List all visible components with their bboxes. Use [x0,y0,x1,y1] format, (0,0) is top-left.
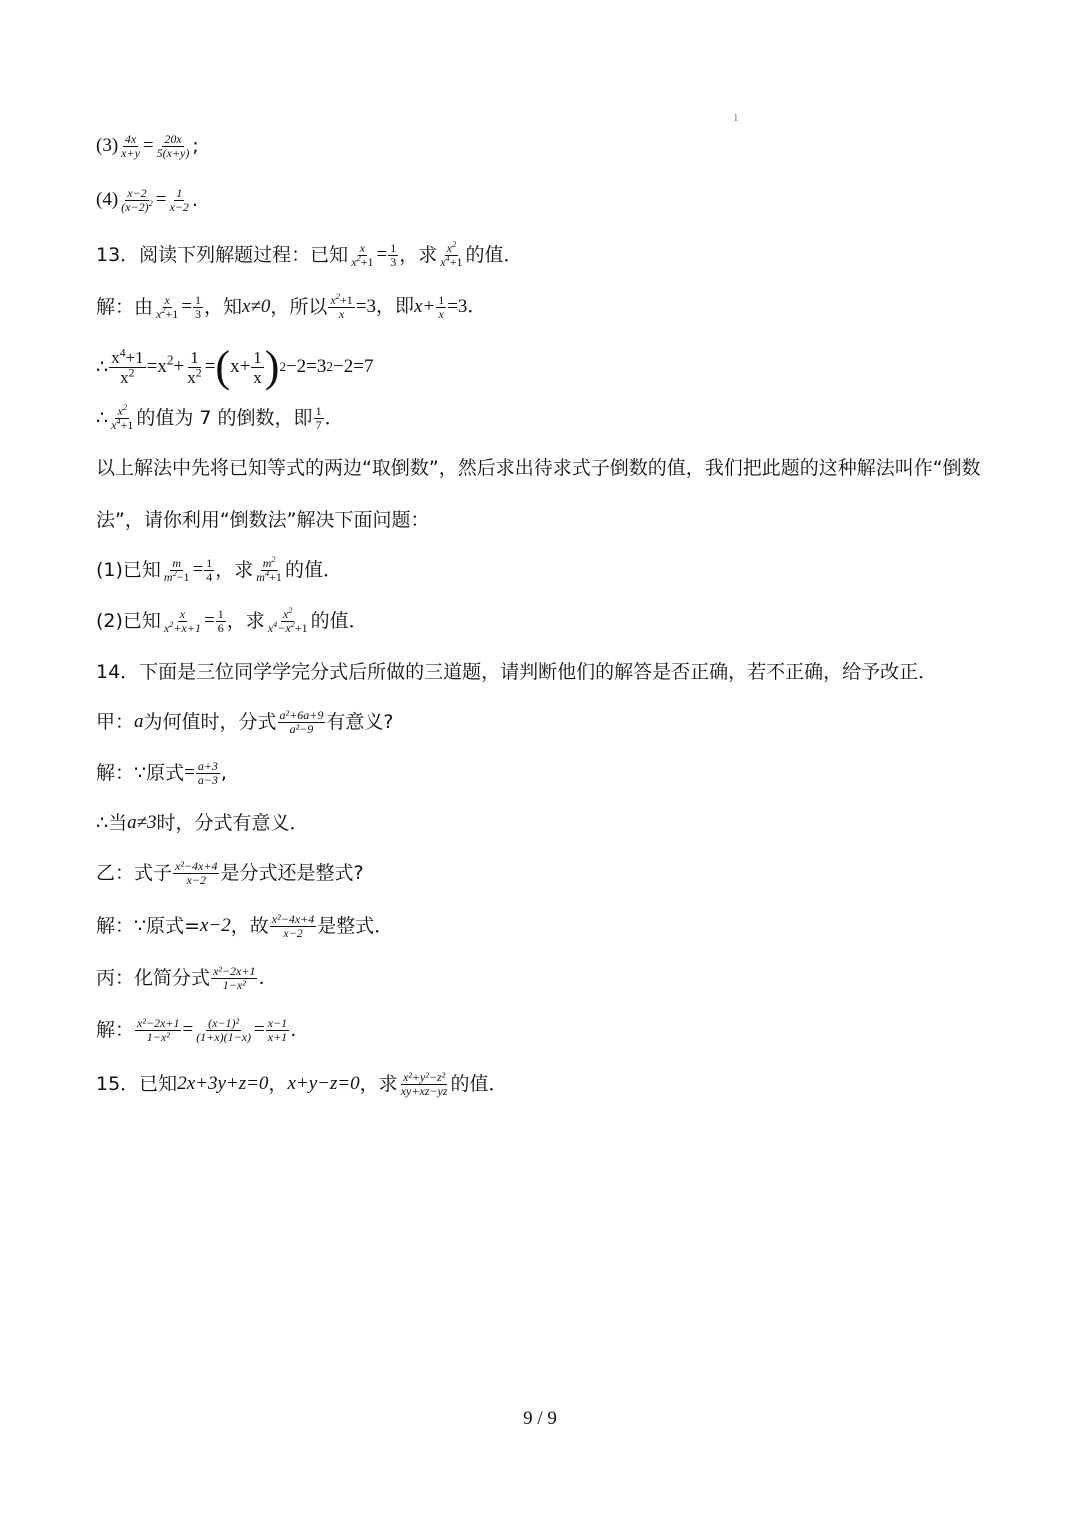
equals-sign: = [204,356,216,377]
denominator-base: x [120,367,129,387]
denominator [119,198,155,214]
equals-sign: = [146,356,158,377]
denominator [162,619,203,635]
question-text: ，求 [215,559,254,581]
exponent: 4 [264,568,270,578]
solution-text: ，故 [230,915,269,937]
numerator: 1 [438,292,445,307]
numerator: 1 [176,185,183,200]
numerator: 1 [390,240,397,255]
denominator: 6 [217,620,224,635]
question-14-jia [96,702,393,742]
equals-sign: = [203,610,215,631]
exponent: 2 [172,568,177,578]
punctuation: ; [192,135,199,157]
question-14-jia-solution [96,753,227,793]
fraction [162,557,192,584]
question-text: 13．阅读下列解题过程：已知 [96,244,349,266]
denominator [266,619,310,635]
denominator-tail: +1 [269,569,282,584]
exponent: 4 [445,253,450,263]
numerator: x²−4x+4 [271,911,315,926]
solution-text: 的值为 7 的倒数，即 [136,407,313,429]
exponent: 2 [166,352,174,368]
denominator [254,568,284,584]
math-expression: x≠0 [242,296,271,317]
solution-text: =3． [447,296,487,317]
fraction [196,760,220,787]
question-text: 为何值时，分式 [143,711,277,733]
therefore-symbol: ∴ [96,407,109,429]
fraction [119,187,155,214]
item-4 [96,180,198,220]
math-expression: −2=3 [285,356,327,377]
denominator [349,253,375,269]
numerator-base: x [117,403,123,418]
denominator [154,305,180,321]
denominator: 7 [315,417,322,432]
punctuation: . [191,189,198,211]
math-expression: x+ [413,296,436,317]
denominator: a−3 [197,772,218,787]
denominator-tail: +1 [360,254,374,269]
exponent: 2 [271,554,276,564]
question-text: 是分式还是整式? [220,862,364,884]
exponent: 2 [161,305,166,315]
denominator-base: x [351,254,357,269]
numerator: a+3 [197,758,218,773]
numerator: x²+y²−z² [402,1069,446,1084]
solution-text: 解：∵原式 [96,762,185,784]
denominator: 1−x² [146,1029,170,1044]
exponent: 2 [335,291,340,301]
question-13-part-2 [96,601,368,641]
math-expression: x+y−z=0 [287,1073,360,1094]
math-expression: −2=7 [333,356,374,377]
denominator: x [438,306,444,321]
question-text: 的值． [450,1073,508,1095]
denominator-tail: +1 [120,417,134,432]
denominator [438,253,464,269]
denominator: x [338,306,345,321]
question-text: ，求 [359,1073,398,1095]
base: x [157,356,167,377]
fraction [135,1017,181,1044]
question-14-jia-conclusion [96,803,309,843]
math-expression: $x^2+$ [157,352,185,377]
exponent: 4 [119,344,126,359]
therefore-symbol: ∴ [96,356,109,378]
fraction [254,554,284,584]
item-label: (3) [96,135,119,156]
question-13-intro [96,235,523,275]
question-13-part-1 [96,550,342,590]
numerator: x²−2x+1 [213,963,256,978]
fraction [251,348,264,387]
fraction [216,608,226,635]
fraction [211,965,257,992]
numerator-base: m [262,555,272,570]
item-label: (4) [96,189,119,210]
denominator: a²−9 [289,721,314,736]
denominator: 3 [195,306,202,321]
question-text: 的值． [465,244,523,266]
fraction [204,557,214,584]
numerator: 4x [124,131,137,146]
fraction [185,348,203,387]
math-expression: 2x+3y+z=0 [177,1073,269,1094]
numerator: x [179,606,186,621]
denominator-base: m [163,569,173,584]
denominator: xy+xz−yz [400,1083,448,1098]
question-14-bing-solution [96,1010,296,1050]
question-text: 乙：式子 [96,862,173,884]
fraction [109,344,146,387]
fraction [388,242,398,269]
denominator-base: x [163,620,170,635]
exponent: 2 [148,198,153,208]
question-text: 甲： [96,711,135,733]
question-text: 15．已知 [96,1073,178,1095]
numerator: 1 [195,292,202,307]
solution-text: 时，分式有意义． [156,812,309,834]
denominator-base: x [267,620,274,635]
question-13-solution-2: ∴ $\frac{x^4+1}{x^2}$ = $x^2+$ $\frac{1}{x^2}$ = ( x+ $\frac{1}{x}$ ) 2 −2=3 2 −2=7 [96,342,374,391]
fraction [194,1017,253,1044]
exponent: 2 [195,364,202,379]
denominator [109,416,135,432]
exponent: 2 [356,253,361,263]
denominator: 1−x² [222,977,246,992]
header-mark: 1 [733,112,739,124]
exponent: 2 [451,239,457,249]
numerator: 1 [217,606,224,621]
solution-text: ． [324,407,344,429]
fraction [154,294,180,321]
fraction [266,1017,289,1044]
denominator [185,364,203,387]
fraction [167,187,190,214]
question-14-bing [96,958,265,998]
exponent: 2 [279,359,286,374]
exponent: 2 [122,402,127,412]
exponent: 2 [288,605,293,615]
equals-sign: = [181,296,193,317]
question-13-explanation: 以上解法中先将已知等式的两边“取倒数”，然后求出待求式子倒数的值，我们把此题的这种解法叫作“倒数法”，请你利用“倒数法”解决下面问题： [96,457,981,531]
numerator: x²−4x+4 [175,858,218,873]
fraction [314,405,324,432]
numerator-base: x [330,292,336,307]
denominator: x [253,367,262,387]
numerator [109,344,146,368]
exponent: 4 [116,416,121,426]
question-14-yi-solution [96,906,393,946]
fraction [436,294,446,321]
denominator-base: m [256,569,265,584]
denominator-tail: +1 [165,306,179,321]
denominator-tail: +1 [449,254,463,269]
question-14-yi [96,853,364,893]
denominator [162,568,192,584]
denominator: x+1 [267,1029,288,1044]
fraction [328,291,354,321]
numerator-base: x [446,240,452,255]
fraction [119,133,142,160]
denominator-base: x [187,367,196,387]
denominator: x+y [121,145,140,160]
denominator-base: x [156,306,162,321]
fraction [193,294,203,321]
fraction [349,242,375,269]
numerator-base: x [111,347,120,367]
fraction [270,913,316,940]
numerator-tail: +1 [125,347,144,367]
math-expression: x+ [230,356,251,377]
math-expression: a≠3 [127,812,157,833]
question-text: (1)已知 [96,559,161,581]
solution-text: . [290,1019,297,1041]
numerator: 1 [253,347,262,367]
denominator-mid: −x [277,620,291,635]
question-13-solution-3 [96,398,344,438]
numerator: 20x [164,131,182,146]
numerator: 1 [315,403,322,418]
question-text: (2)已知 [96,610,161,632]
page-number: 9 / 9 [523,1408,557,1429]
solution-text: ，所以 [270,296,328,318]
question-text: 的值． [310,610,368,632]
equals-sign: = [192,559,204,580]
solution-text: 解： [96,1019,135,1041]
equals-sign: = [376,244,388,265]
fraction [399,1071,450,1098]
equals-sign: = [254,1019,265,1040]
question-text: 丙：化简分式 [96,967,211,989]
fraction [266,605,310,635]
denominator: x−2 [186,872,206,887]
exponent: 2 [290,619,295,629]
solution-text: ∴当 [96,812,128,834]
fraction [162,608,203,635]
solution-text: =3，即 [355,296,414,317]
denominator: x−2 [169,199,189,214]
numerator: 1 [206,555,213,570]
fraction [109,402,135,432]
exponent: 4 [273,619,278,629]
numerator: (x−1)² [208,1015,240,1030]
question-text: 有意义? [326,711,394,733]
numerator [328,291,354,308]
numerator-base: x [282,606,289,621]
denominator-base: x [111,417,117,432]
numerator: x²−2x+1 [137,1015,180,1030]
equals-sign: = [155,189,167,210]
open-paren: ( [215,342,231,391]
denominator-tail: +1 [294,620,308,635]
numerator: x [164,292,170,307]
math-expression: x−2 [200,915,231,936]
question-text: 的值． [284,559,342,581]
solution-text: ，知 [204,296,243,318]
numerator: x−1 [267,1015,288,1030]
question-13-solution-1 [96,287,486,327]
fraction [438,239,464,269]
equals-sign: = [142,135,154,156]
fraction [278,709,326,736]
numerator: m [172,555,182,570]
close-paren: ) [264,342,280,391]
math-variable: a [134,711,144,732]
exponent: 2 [128,364,135,379]
question-text: ， [268,1073,288,1095]
fraction [155,133,192,160]
denominator-base: x [440,254,446,269]
denominator: x−2 [283,925,303,940]
numerator: 1 [190,347,199,367]
numerator-tail: +1 [339,292,353,307]
numerator: x [359,240,365,255]
fraction [173,860,219,887]
solution-text: 是整式． [317,915,394,937]
denominator: (1+x)(1−x) [196,1029,252,1044]
solution-text: 解：∵原式= [96,915,201,937]
solution-text: 解：由 [96,296,154,318]
question-15 [96,1064,508,1104]
question-text: ，求 [226,610,265,632]
question-text: ，求 [399,244,438,266]
question-14-intro: 14．下面是三位同学学完分式后所做的三道题，请判断他们的解答是否正确，若不正确，给予改正． [96,661,938,683]
numerator: x−2 [127,185,147,200]
exponent: 2 [169,619,174,629]
denominator-tail: +x+1 [173,620,201,635]
denominator-base: (x−2) [121,199,149,214]
denominator: 3 [390,254,397,269]
denominator-tail: −1 [176,569,190,584]
item-3 [96,126,199,166]
question-text: . [258,967,265,989]
denominator [118,364,136,387]
equals-sign: = [184,762,195,783]
numerator: a²+6a+9 [279,707,324,722]
solution-text: , [220,762,227,784]
denominator: 4 [206,569,213,584]
equals-sign: = [182,1019,194,1040]
denominator: 5(x+y) [156,145,190,160]
